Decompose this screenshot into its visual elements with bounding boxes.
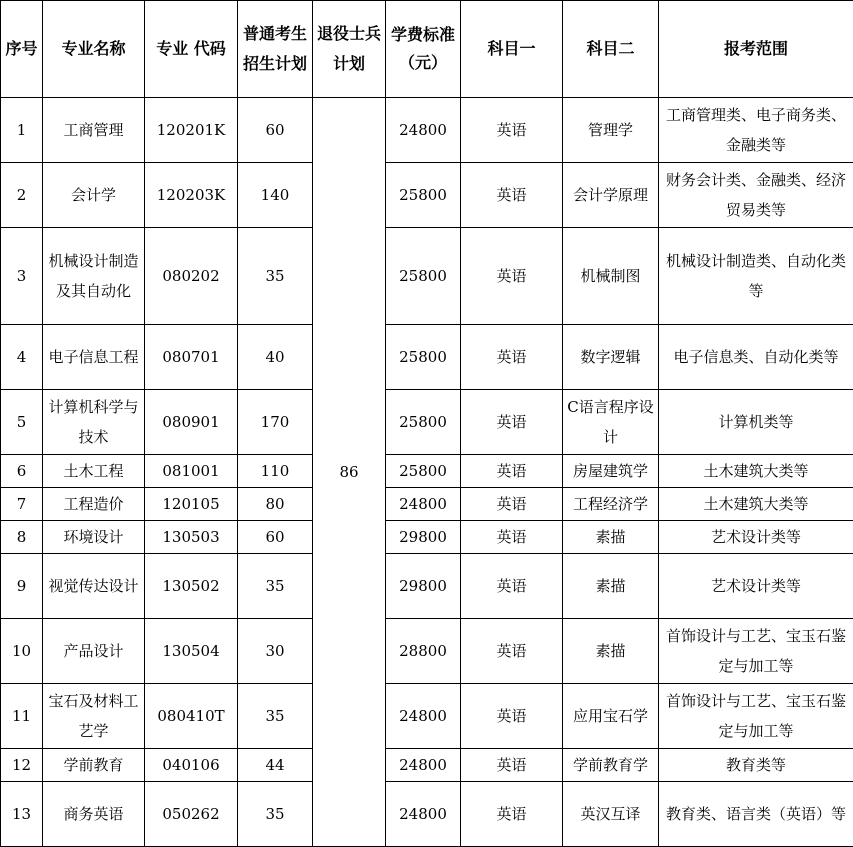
cell-code: 120203K xyxy=(145,163,238,228)
cell-subject2: 英汉互译 xyxy=(563,782,659,847)
cell-scope: 艺术设计类等 xyxy=(659,521,853,554)
cell-seq: 2 xyxy=(1,163,43,228)
cell-major: 电子信息工程 xyxy=(43,325,145,390)
cell-tuition: 24800 xyxy=(386,488,461,521)
cell-major: 会计学 xyxy=(43,163,145,228)
cell-seq: 9 xyxy=(1,554,43,619)
cell-tuition: 25800 xyxy=(386,455,461,488)
cell-plan-regular: 35 xyxy=(238,684,313,749)
cell-subject1: 英语 xyxy=(461,163,563,228)
table-row xyxy=(1,390,853,455)
cell-scope: 首饰设计与工艺、宝玉石鉴定与加工等 xyxy=(659,684,853,749)
cell-major: 学前教育 xyxy=(43,749,145,782)
cell-plan-regular: 110 xyxy=(238,455,313,488)
cell-seq: 13 xyxy=(1,782,43,847)
cell-plan-regular: 44 xyxy=(238,749,313,782)
cell-major: 土木工程 xyxy=(43,455,145,488)
cell-code: 080901 xyxy=(145,390,238,455)
table-row xyxy=(1,521,853,554)
table-row xyxy=(1,228,853,325)
cell-major: 宝石及材料工艺学 xyxy=(43,684,145,749)
cell-tuition: 28800 xyxy=(386,619,461,684)
cell-seq: 8 xyxy=(1,521,43,554)
cell-tuition: 24800 xyxy=(386,98,461,163)
header-subject1: 科目一 xyxy=(461,1,563,98)
cell-plan-regular: 140 xyxy=(238,163,313,228)
cell-scope: 土木建筑大类等 xyxy=(659,455,853,488)
cell-seq: 10 xyxy=(1,619,43,684)
cell-code: 130502 xyxy=(145,554,238,619)
cell-plan-regular: 35 xyxy=(238,782,313,847)
cell-code: 040106 xyxy=(145,749,238,782)
cell-subject1: 英语 xyxy=(461,98,563,163)
cell-tuition: 25800 xyxy=(386,228,461,325)
cell-code: 080202 xyxy=(145,228,238,325)
cell-code: 080701 xyxy=(145,325,238,390)
cell-major: 商务英语 xyxy=(43,782,145,847)
cell-subject1: 英语 xyxy=(461,325,563,390)
cell-tuition: 25800 xyxy=(386,390,461,455)
cell-subject2: 机械制图 xyxy=(563,228,659,325)
cell-seq: 3 xyxy=(1,228,43,325)
table-row xyxy=(1,684,853,749)
cell-seq: 1 xyxy=(1,98,43,163)
cell-plan-regular: 40 xyxy=(238,325,313,390)
cell-seq: 5 xyxy=(1,390,43,455)
header-scope: 报考范围 xyxy=(659,1,853,98)
cell-major: 产品设计 xyxy=(43,619,145,684)
cell-subject2: 应用宝石学 xyxy=(563,684,659,749)
header-subject2: 科目二 xyxy=(563,1,659,98)
cell-seq: 7 xyxy=(1,488,43,521)
table-row xyxy=(1,163,853,228)
cell-tuition: 24800 xyxy=(386,782,461,847)
cell-subject1: 英语 xyxy=(461,390,563,455)
cell-tuition: 24800 xyxy=(386,684,461,749)
table-row xyxy=(1,98,853,163)
cell-major: 机械设计制造及其自动化 xyxy=(43,228,145,325)
cell-plan-regular: 80 xyxy=(238,488,313,521)
cell-subject2: 房屋建筑学 xyxy=(563,455,659,488)
cell-subject2: C语言程序设计 xyxy=(563,390,659,455)
cell-subject1: 英语 xyxy=(461,521,563,554)
cell-seq: 4 xyxy=(1,325,43,390)
cell-plan-regular: 60 xyxy=(238,521,313,554)
cell-subject2: 管理学 xyxy=(563,98,659,163)
cell-subject2: 会计学原理 xyxy=(563,163,659,228)
cell-major: 环境设计 xyxy=(43,521,145,554)
cell-scope: 土木建筑大类等 xyxy=(659,488,853,521)
cell-tuition: 25800 xyxy=(386,325,461,390)
table-row xyxy=(1,488,853,521)
header-code: 专业 代码 xyxy=(145,1,238,98)
cell-subject2: 素描 xyxy=(563,619,659,684)
table-row xyxy=(1,554,853,619)
header-plan-regular: 普通考生招生计划 xyxy=(238,1,313,98)
cell-subject2: 工程经济学 xyxy=(563,488,659,521)
cell-subject1: 英语 xyxy=(461,455,563,488)
cell-seq: 6 xyxy=(1,455,43,488)
cell-tuition: 25800 xyxy=(386,163,461,228)
header-row xyxy=(1,1,853,98)
cell-subject2: 素描 xyxy=(563,521,659,554)
table-row xyxy=(1,749,853,782)
cell-scope: 工商管理类、电子商务类、金融类等 xyxy=(659,98,853,163)
cell-scope: 电子信息类、自动化类等 xyxy=(659,325,853,390)
cell-major: 工程造价 xyxy=(43,488,145,521)
cell-code: 130504 xyxy=(145,619,238,684)
cell-major: 工商管理 xyxy=(43,98,145,163)
table-row xyxy=(1,325,853,390)
cell-scope: 财务会计类、金融类、经济贸易类等 xyxy=(659,163,853,228)
cell-code: 130503 xyxy=(145,521,238,554)
cell-subject2: 素描 xyxy=(563,554,659,619)
cell-code: 081001 xyxy=(145,455,238,488)
cell-plan-regular: 30 xyxy=(238,619,313,684)
cell-major: 计算机科学与技术 xyxy=(43,390,145,455)
cell-code: 050262 xyxy=(145,782,238,847)
cell-scope: 计算机类等 xyxy=(659,390,853,455)
cell-subject1: 英语 xyxy=(461,554,563,619)
cell-seq: 11 xyxy=(1,684,43,749)
table-row xyxy=(1,619,853,684)
cell-scope: 首饰设计与工艺、宝玉石鉴定与加工等 xyxy=(659,619,853,684)
cell-subject2: 学前教育学 xyxy=(563,749,659,782)
cell-subject1: 英语 xyxy=(461,228,563,325)
cell-subject2: 数字逻辑 xyxy=(563,325,659,390)
cell-code: 120105 xyxy=(145,488,238,521)
table-row xyxy=(1,782,853,847)
cell-plan-regular: 35 xyxy=(238,554,313,619)
cell-major: 视觉传达设计 xyxy=(43,554,145,619)
header-plan-veteran: 退役士兵计划 xyxy=(313,1,386,98)
cell-veteran-plan-total: 86 xyxy=(313,98,386,847)
cell-subject1: 英语 xyxy=(461,749,563,782)
cell-scope: 艺术设计类等 xyxy=(659,554,853,619)
table-row xyxy=(1,455,853,488)
cell-subject1: 英语 xyxy=(461,488,563,521)
cell-plan-regular: 170 xyxy=(238,390,313,455)
cell-seq: 12 xyxy=(1,749,43,782)
cell-plan-regular: 35 xyxy=(238,228,313,325)
cell-subject1: 英语 xyxy=(461,782,563,847)
cell-tuition: 24800 xyxy=(386,749,461,782)
cell-tuition: 29800 xyxy=(386,554,461,619)
header-seq: 序号 xyxy=(1,1,43,98)
cell-scope: 教育类、语言类（英语）等 xyxy=(659,782,853,847)
cell-subject1: 英语 xyxy=(461,684,563,749)
cell-tuition: 29800 xyxy=(386,521,461,554)
cell-plan-regular: 60 xyxy=(238,98,313,163)
header-tuition: 学费标准（元） xyxy=(386,1,461,98)
cell-code: 080410T xyxy=(145,684,238,749)
cell-code: 120201K xyxy=(145,98,238,163)
cell-scope: 机械设计制造类、自动化类等 xyxy=(659,228,853,325)
header-major: 专业名称 xyxy=(43,1,145,98)
cell-scope: 教育类等 xyxy=(659,749,853,782)
table-body xyxy=(1,98,853,847)
cell-subject1: 英语 xyxy=(461,619,563,684)
